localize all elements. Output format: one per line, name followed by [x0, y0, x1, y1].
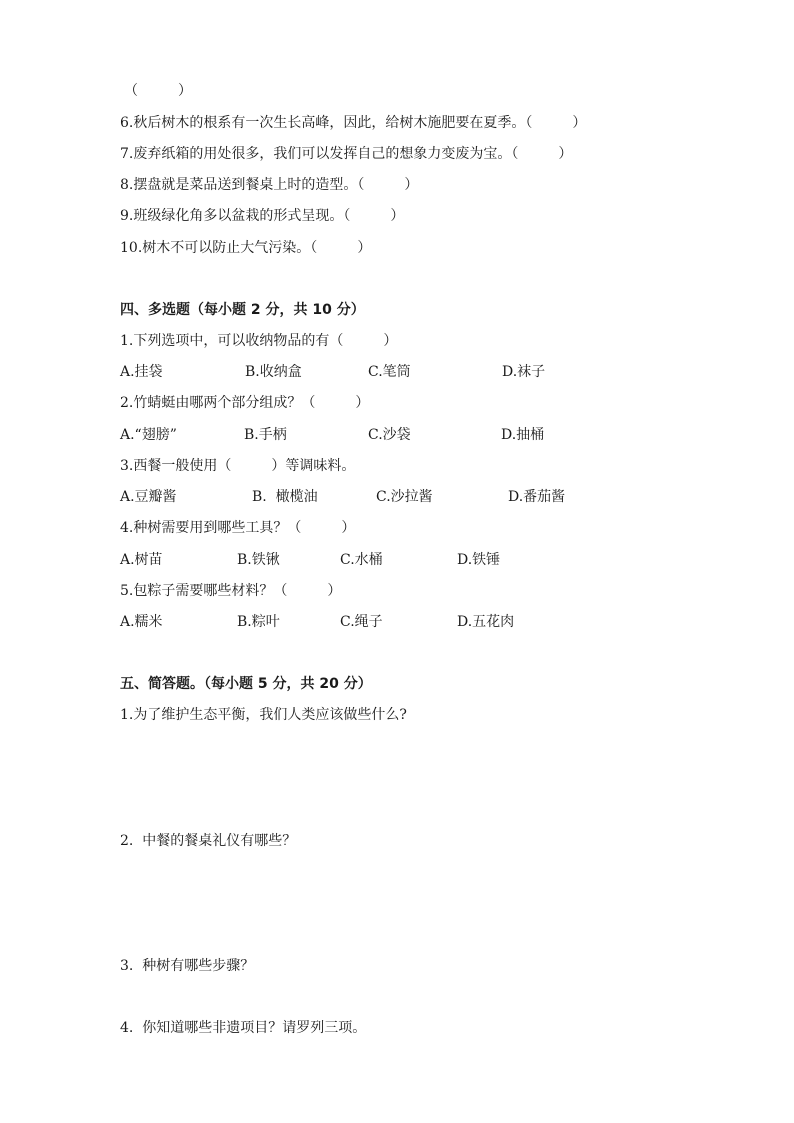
- judgement-item-7: 7.废弃纸箱的用处很多，我们可以发挥自己的想象力变废为宝。（ ）: [120, 146, 573, 162]
- mc-options-4: [120, 551, 680, 569]
- judgement-item-10: 10.树木不可以防止大气污染。（ ）: [120, 240, 372, 256]
- option-c: C.绳子: [340, 614, 383, 630]
- option-a: A.树苗: [120, 552, 163, 568]
- mc-options-1: [120, 363, 680, 381]
- short-answer-question-4: 4. 你知道哪些非遗项目？请罗列三项。: [120, 1020, 367, 1036]
- option-b: B.粽叶: [237, 614, 280, 630]
- mc-question-4: 4.种树需要用到哪些工具？（ ）: [120, 520, 356, 536]
- option-a: A.糯米: [120, 614, 163, 630]
- option-c: C.沙袋: [368, 427, 411, 443]
- option-b: B.手柄: [244, 427, 287, 443]
- short-answer-question-2: 2. 中餐的餐桌礼仪有哪些？: [120, 833, 297, 849]
- judgement-item-9: 9.班级绿化角多以盆栽的形式呈现。（ ）: [120, 208, 405, 224]
- judgement-item-6: 6.秋后树木的根系有一次生长高峰，因此，给树木施肥要在夏季。（ ）: [120, 115, 587, 131]
- judgement-item-8: 8.摆盘就是菜品送到餐桌上时的造型。（ ）: [120, 177, 419, 193]
- section-heading-short-answer: 五、简答题。（每小题 5 分，共 20 分）: [120, 676, 372, 692]
- mc-options-2: [120, 426, 680, 444]
- short-answer-question-3: 3. 种树有哪些步骤？: [120, 958, 255, 974]
- short-answer-question-1: 1.为了维护生态平衡，我们人类应该做些什么?: [120, 707, 407, 723]
- option-d: D.铁锤: [457, 552, 501, 568]
- option-a: A.挂袋: [120, 364, 163, 380]
- option-d: D.袜子: [502, 364, 546, 380]
- section-heading-multiple-choice: 四、多选题（每小题 2 分，共 10 分）: [120, 302, 365, 318]
- option-d: D.抽桶: [501, 427, 545, 443]
- mc-question-2: 2.竹蜻蜓由哪两个部分组成？（ ）: [120, 395, 370, 411]
- option-b: B. 橄榄油: [252, 489, 318, 505]
- option-c: C.沙拉酱: [376, 489, 433, 505]
- option-a: A.“翅膀”: [120, 427, 177, 443]
- paren-continuation: （ ）: [124, 83, 193, 99]
- mc-question-1: 1.下列选项中，可以收纳物品的有（ ）: [120, 333, 398, 349]
- option-c: C.笔筒: [368, 364, 411, 380]
- mc-question-5: 5.包粽子需要哪些材料？（ ）: [120, 583, 342, 599]
- option-d: D.五花肉: [457, 614, 515, 630]
- mc-options-3: [120, 488, 680, 506]
- mc-options-5: [120, 613, 680, 631]
- option-d: D.番茄酱: [508, 489, 566, 505]
- option-b: B.铁锹: [237, 552, 280, 568]
- option-c: C.水桶: [340, 552, 383, 568]
- option-b: B.收纳盒: [245, 364, 302, 380]
- option-a: A.豆瓣酱: [120, 489, 177, 505]
- mc-question-3: 3.西餐一般使用（ ）等调味料。: [120, 458, 356, 474]
